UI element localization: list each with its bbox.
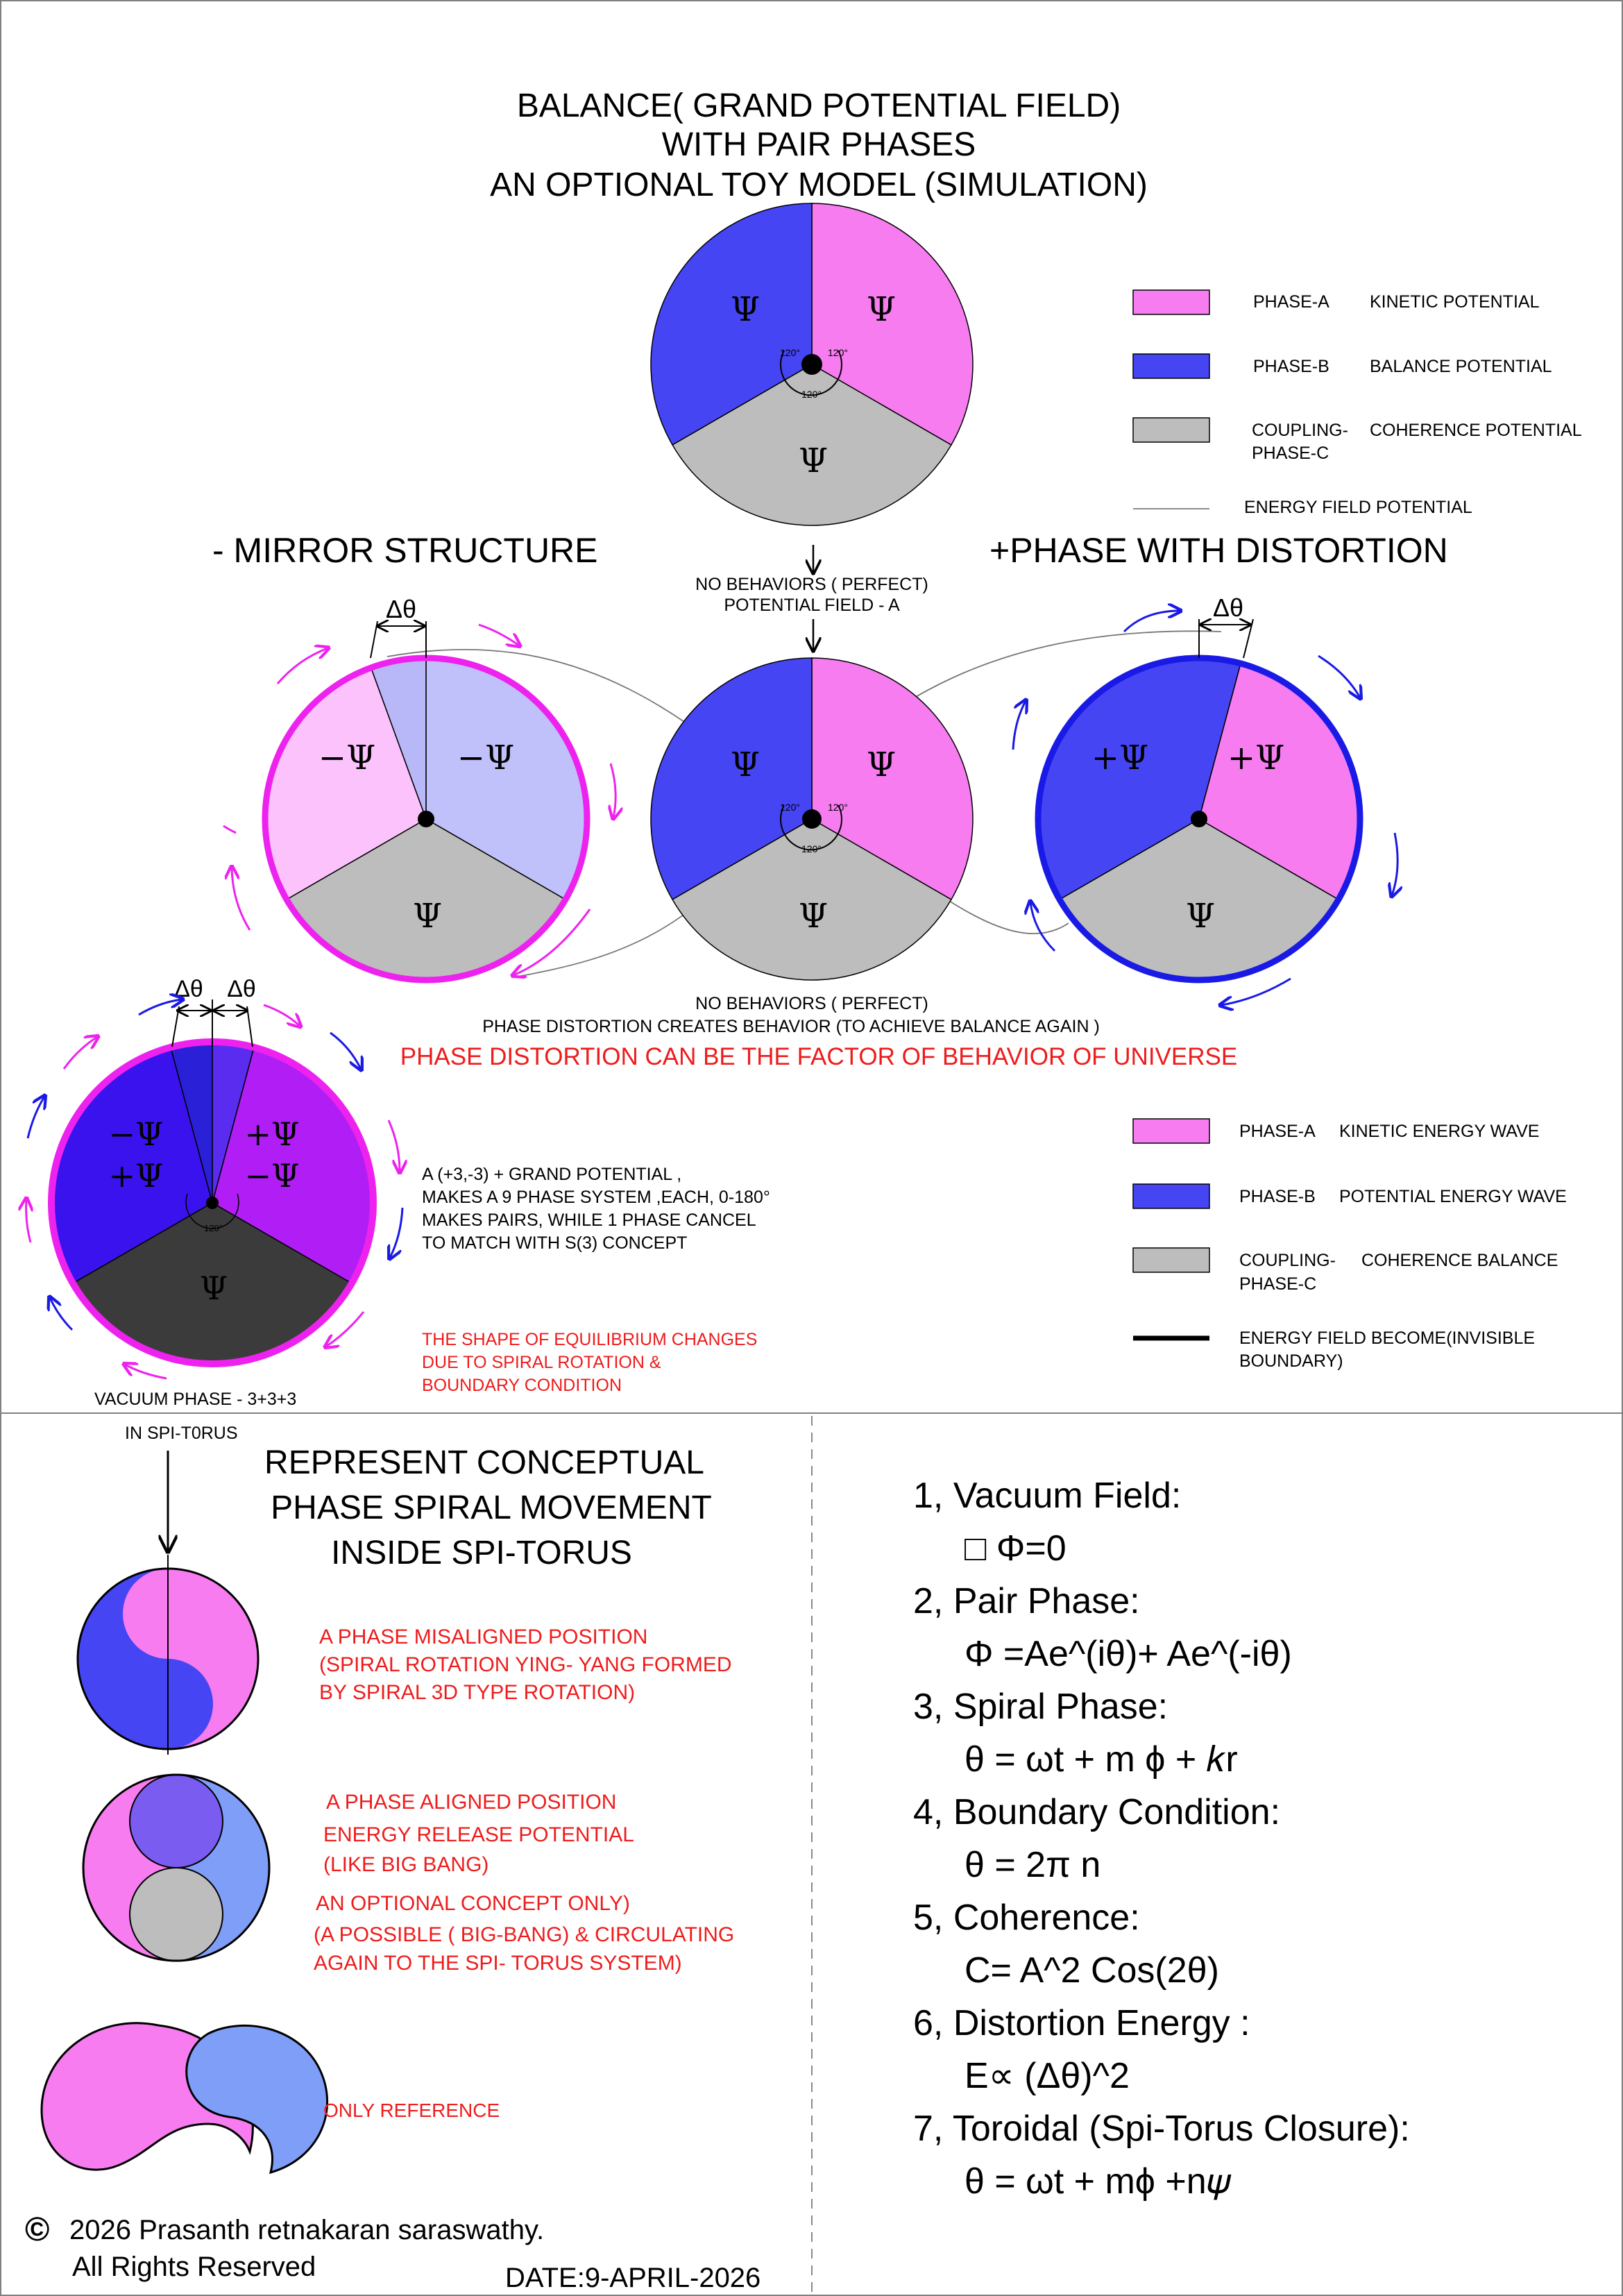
legend-bottom-line-label-2: BOUNDARY) [1239,1351,1343,1371]
vacuum-psi-1: −Ψ [108,1115,164,1153]
top-angle-2: 120° [828,347,848,358]
distortion-center-dot [1191,811,1207,827]
mid-angle-1: 120° [780,802,800,813]
distortion-psi-left: +Ψ [1091,738,1149,777]
aligned-2: ENERGY RELEASE POTENTIAL [323,1823,634,1846]
title-block [490,87,1148,203]
legend-top-phase-c2: PHASE-C [1252,444,1329,463]
vac-arrow-6 [326,1312,364,1347]
aligned-1: A PHASE ALIGNED POSITION [326,1791,617,1814]
equilibrium-note [422,1330,757,1395]
mirror-arrow-2 [611,763,615,818]
reference-blue-shape [187,2025,328,2172]
vacuum-psi-4: −Ψ [244,1157,300,1195]
represent-heading [264,1444,712,1571]
aligned-bottom-lobe [130,1868,223,1961]
vac-arrow-7 [125,1365,167,1378]
mirror-arrow-4 [232,868,250,930]
grand-note-1: A (+3,-3) + GRAND POTENTIAL , [422,1165,682,1184]
eq-3-body: θ = ωt + m ϕ + 𝑘r [965,1739,1238,1780]
legend-bottom-swatch-a [1133,1119,1209,1143]
notes-misaligned [319,1626,732,1704]
legend-bottom-phase-c2: PHASE-C [1239,1274,1317,1294]
eq-5-head: 5, Coherence: [913,1898,1140,1938]
vac-dt-ext-3 [247,1006,253,1047]
represent-line-1: REPRESENT CONCEPTUAL [264,1444,704,1481]
eq-4-body: θ = 2π n [965,1845,1101,1885]
legend-bottom-desc-b: POTENTIAL ENERGY WAVE [1339,1187,1567,1206]
legend-top-swatch-c [1133,418,1209,442]
eq-7-head: 7, Toroidal (Spi-Torus Closure): [913,2109,1410,2149]
heading-distortion: +PHASE WITH DISTORTION [989,531,1448,570]
yinyang-misaligned [78,1555,258,1755]
mirror-psi-right: −Ψ [457,738,515,777]
eq-6-body: E∝ (Δθ)^2 [965,2056,1130,2096]
legend-bottom-phase-c: COUPLING- [1239,1251,1336,1270]
legend-bottom-desc-a: KINETIC ENERGY WAVE [1339,1122,1540,1141]
top-center-dot [801,354,822,375]
equations [913,1476,1410,2202]
vac-arrow-3 [330,1033,361,1069]
dist-arrow-2 [1318,656,1360,698]
eq-5-body: C= A^2 Cos(2θ) [965,1950,1219,1991]
represent-line-3: INSIDE SPI-TORUS [331,1535,632,1571]
note-no-behaviors-2: NO BEHAVIORS ( PERFECT) [695,994,928,1013]
legend-bottom-swatch-c [1133,1248,1209,1272]
legend-bottom-swatch-b [1133,1184,1209,1208]
vac-delta-theta-1: Δθ [174,976,203,1002]
mid-center-dot [802,809,822,829]
top-psi-a: Ψ [866,290,897,329]
legend-top-line-label: ENERGY FIELD POTENTIAL [1244,498,1472,517]
eq-2-body: Φ =Ae^(iθ)+ Ae^(-iθ) [965,1634,1292,1674]
footer [25,2211,760,2293]
distortion-psi-bottom: Ψ [1185,897,1216,936]
vacuum-angle: 120° [204,1223,223,1233]
note-potential-field: POTENTIAL FIELD - A [724,596,900,615]
vacuum-circle [51,976,373,1364]
vac-arrow-5 [390,1208,402,1258]
notes-aligned [314,1791,734,1975]
distortion-circle [1038,593,1360,980]
vac-arrow-10 [28,1097,44,1138]
legend-top-desc-c: COHERENCE POTENTIAL [1370,421,1582,440]
legend-top-phase-c: COUPLING- [1252,421,1348,440]
legend-bottom-line-label-1: ENERGY FIELD BECOME(INVISIBLE [1239,1328,1536,1348]
top-psi-b: Ψ [730,290,760,329]
legend-bottom-desc-c: COHERENCE BALANCE [1361,1251,1558,1270]
copyright-text: 2026 Prasanth retnakaran saraswathy. [69,2215,545,2245]
title-line-2: WITH PAIR PHASES [661,126,976,163]
eq-2-head: 2, Pair Phase: [913,1581,1140,1621]
title-line-3: AN OPTIONAL TOY MODEL (SIMULATION) [490,167,1148,203]
mirror-arrow-1 [479,625,519,645]
mid-angle-3: 120° [801,843,822,854]
heading-mirror: - MIRROR STRUCTURE [212,531,598,570]
eq-1-body: □ Φ=0 [965,1528,1067,1569]
vacuum-center-dot [206,1197,219,1209]
legend-top-phase-b: PHASE-B [1253,357,1329,376]
mirror-arrow-5 [223,826,236,833]
dist-arrow-6 [1013,701,1026,750]
mirror-psi-left: −Ψ [318,738,376,777]
dist-arrow-3 [1392,833,1397,895]
vacuum-psi-2: +Ψ [108,1157,164,1195]
equilibrium-note-1: THE SHAPE OF EQUILIBRIUM CHANGES [422,1330,758,1349]
mirror-psi-bottom: Ψ [412,897,443,936]
grand-note-2: MAKES A 9 PHASE SYSTEM ,EACH, 0-180° [422,1188,770,1207]
equilibrium-note-2: DUE TO SPIRAL ROTATION & [422,1353,661,1372]
distortion-delta-theta: Δθ [1212,593,1244,622]
optional-2: (A POSSIBLE ( BIG-BANG) & CIRCULATING [314,1923,735,1946]
rights-text: All Rights Reserved [72,2252,316,2282]
mid-psi-a: Ψ [866,745,897,784]
vac-delta-theta-2: Δθ [227,976,256,1002]
vac-arrow-11 [64,1037,97,1069]
grand-note-3: MAKES PAIRS, WHILE 1 PHASE CANCEL [422,1210,756,1230]
dist-arrow-1 [1124,611,1180,632]
eq-1-head: 1, Vacuum Field: [913,1476,1182,1516]
aligned-3: (LIKE BIG BANG) [323,1853,489,1876]
grand-potential-note [422,1165,770,1253]
vacuum-phase-label: VACUUM PHASE - 3+3+3 [94,1390,297,1409]
eq-7-body: θ = ωt + mϕ +n𝜓 [965,2161,1232,2202]
note-no-behaviors-1: NO BEHAVIORS ( PERFECT) [695,575,928,594]
in-spi-torus-label: IN SPI-T0RUS [125,1424,238,1443]
legend-bottom-phase-b: PHASE-B [1239,1187,1316,1206]
misaligned-2: (SPIRAL ROTATION YING- YANG FORMED [319,1653,732,1676]
vacuum-psi-3: +Ψ [244,1115,300,1153]
note-distortion-creates: PHASE DISTORTION CREATES BEHAVIOR (TO ACHIEVE BALANCE AGAIN ) [482,1017,1100,1036]
vac-arrow-9 [26,1199,31,1242]
aligned-top-lobe [130,1775,223,1868]
optional-1: AN OPTIONAL CONCEPT ONLY) [316,1892,630,1915]
eq-3-head: 3, Spiral Phase: [913,1687,1169,1727]
vac-arrow-8 [50,1298,72,1330]
aligned-circle [83,1775,269,1961]
legend-top-swatch-b [1133,354,1209,378]
misaligned-3: BY SPIRAL 3D TYPE ROTATION) [319,1681,636,1704]
dist-arrow-4 [1221,979,1291,1005]
copyright-symbol: © [25,2211,50,2248]
misaligned-1: A PHASE MISALIGNED POSITION [319,1626,648,1648]
only-reference-label: ONLY REFERENCE [323,2100,500,2121]
mirror-dt-ext-1 [371,621,377,658]
balance-circle-middle [651,658,973,980]
legend-top-desc-b: BALANCE POTENTIAL [1370,357,1552,376]
mirror-delta-theta: Δθ [385,595,417,623]
distortion-psi-right: +Ψ [1227,738,1285,777]
eq-6-head: 6, Distortion Energy : [913,2003,1250,2043]
vac-arrow-2 [264,1005,300,1026]
legend-top-swatch-a [1133,290,1209,314]
equilibrium-note-3: BOUNDARY CONDITION [422,1376,622,1395]
legend-top-desc-a: KINETIC POTENTIAL [1370,292,1540,312]
optional-3: AGAIN TO THE SPI- TORUS SYSTEM) [314,1952,682,1975]
date-text: DATE:9-APRIL-2026 [505,2263,761,2293]
mid-psi-c: Ψ [798,897,829,936]
legend-top [1133,290,1582,517]
mirror-circle [265,595,587,980]
grand-note-4: TO MATCH WITH S(3) CONCEPT [422,1233,688,1253]
mid-psi-b: Ψ [730,745,760,784]
top-psi-c: Ψ [798,441,829,480]
dist-arrow-5 [1030,902,1055,951]
mirror-arrow-6 [278,648,328,684]
title-line-1: BALANCE( GRAND POTENTIAL FIELD) [516,87,1121,124]
mirror-center-dot [418,811,434,827]
vacuum-psi-5: Ψ [199,1269,228,1307]
vac-dt-ext-1 [172,1006,179,1047]
eq-4-head: 4, Boundary Condition: [913,1792,1281,1832]
mid-angle-2: 120° [828,802,848,813]
reference-shapes [42,2023,328,2172]
top-angle-3: 120° [801,389,822,400]
top-angle-1: 120° [780,347,800,358]
legend-bottom-phase-a: PHASE-A [1239,1122,1316,1141]
note-distortion-factor: PHASE DISTORTION CAN BE THE FACTOR OF BEHAVIOR OF UNIVERSE [400,1043,1238,1070]
balance-circle-top [651,203,973,525]
legend-top-phase-a: PHASE-A [1253,292,1329,312]
represent-line-2: PHASE SPIRAL MOVEMENT [271,1489,712,1526]
legend-bottom [1133,1119,1567,1371]
vac-arrow-4 [389,1120,400,1172]
